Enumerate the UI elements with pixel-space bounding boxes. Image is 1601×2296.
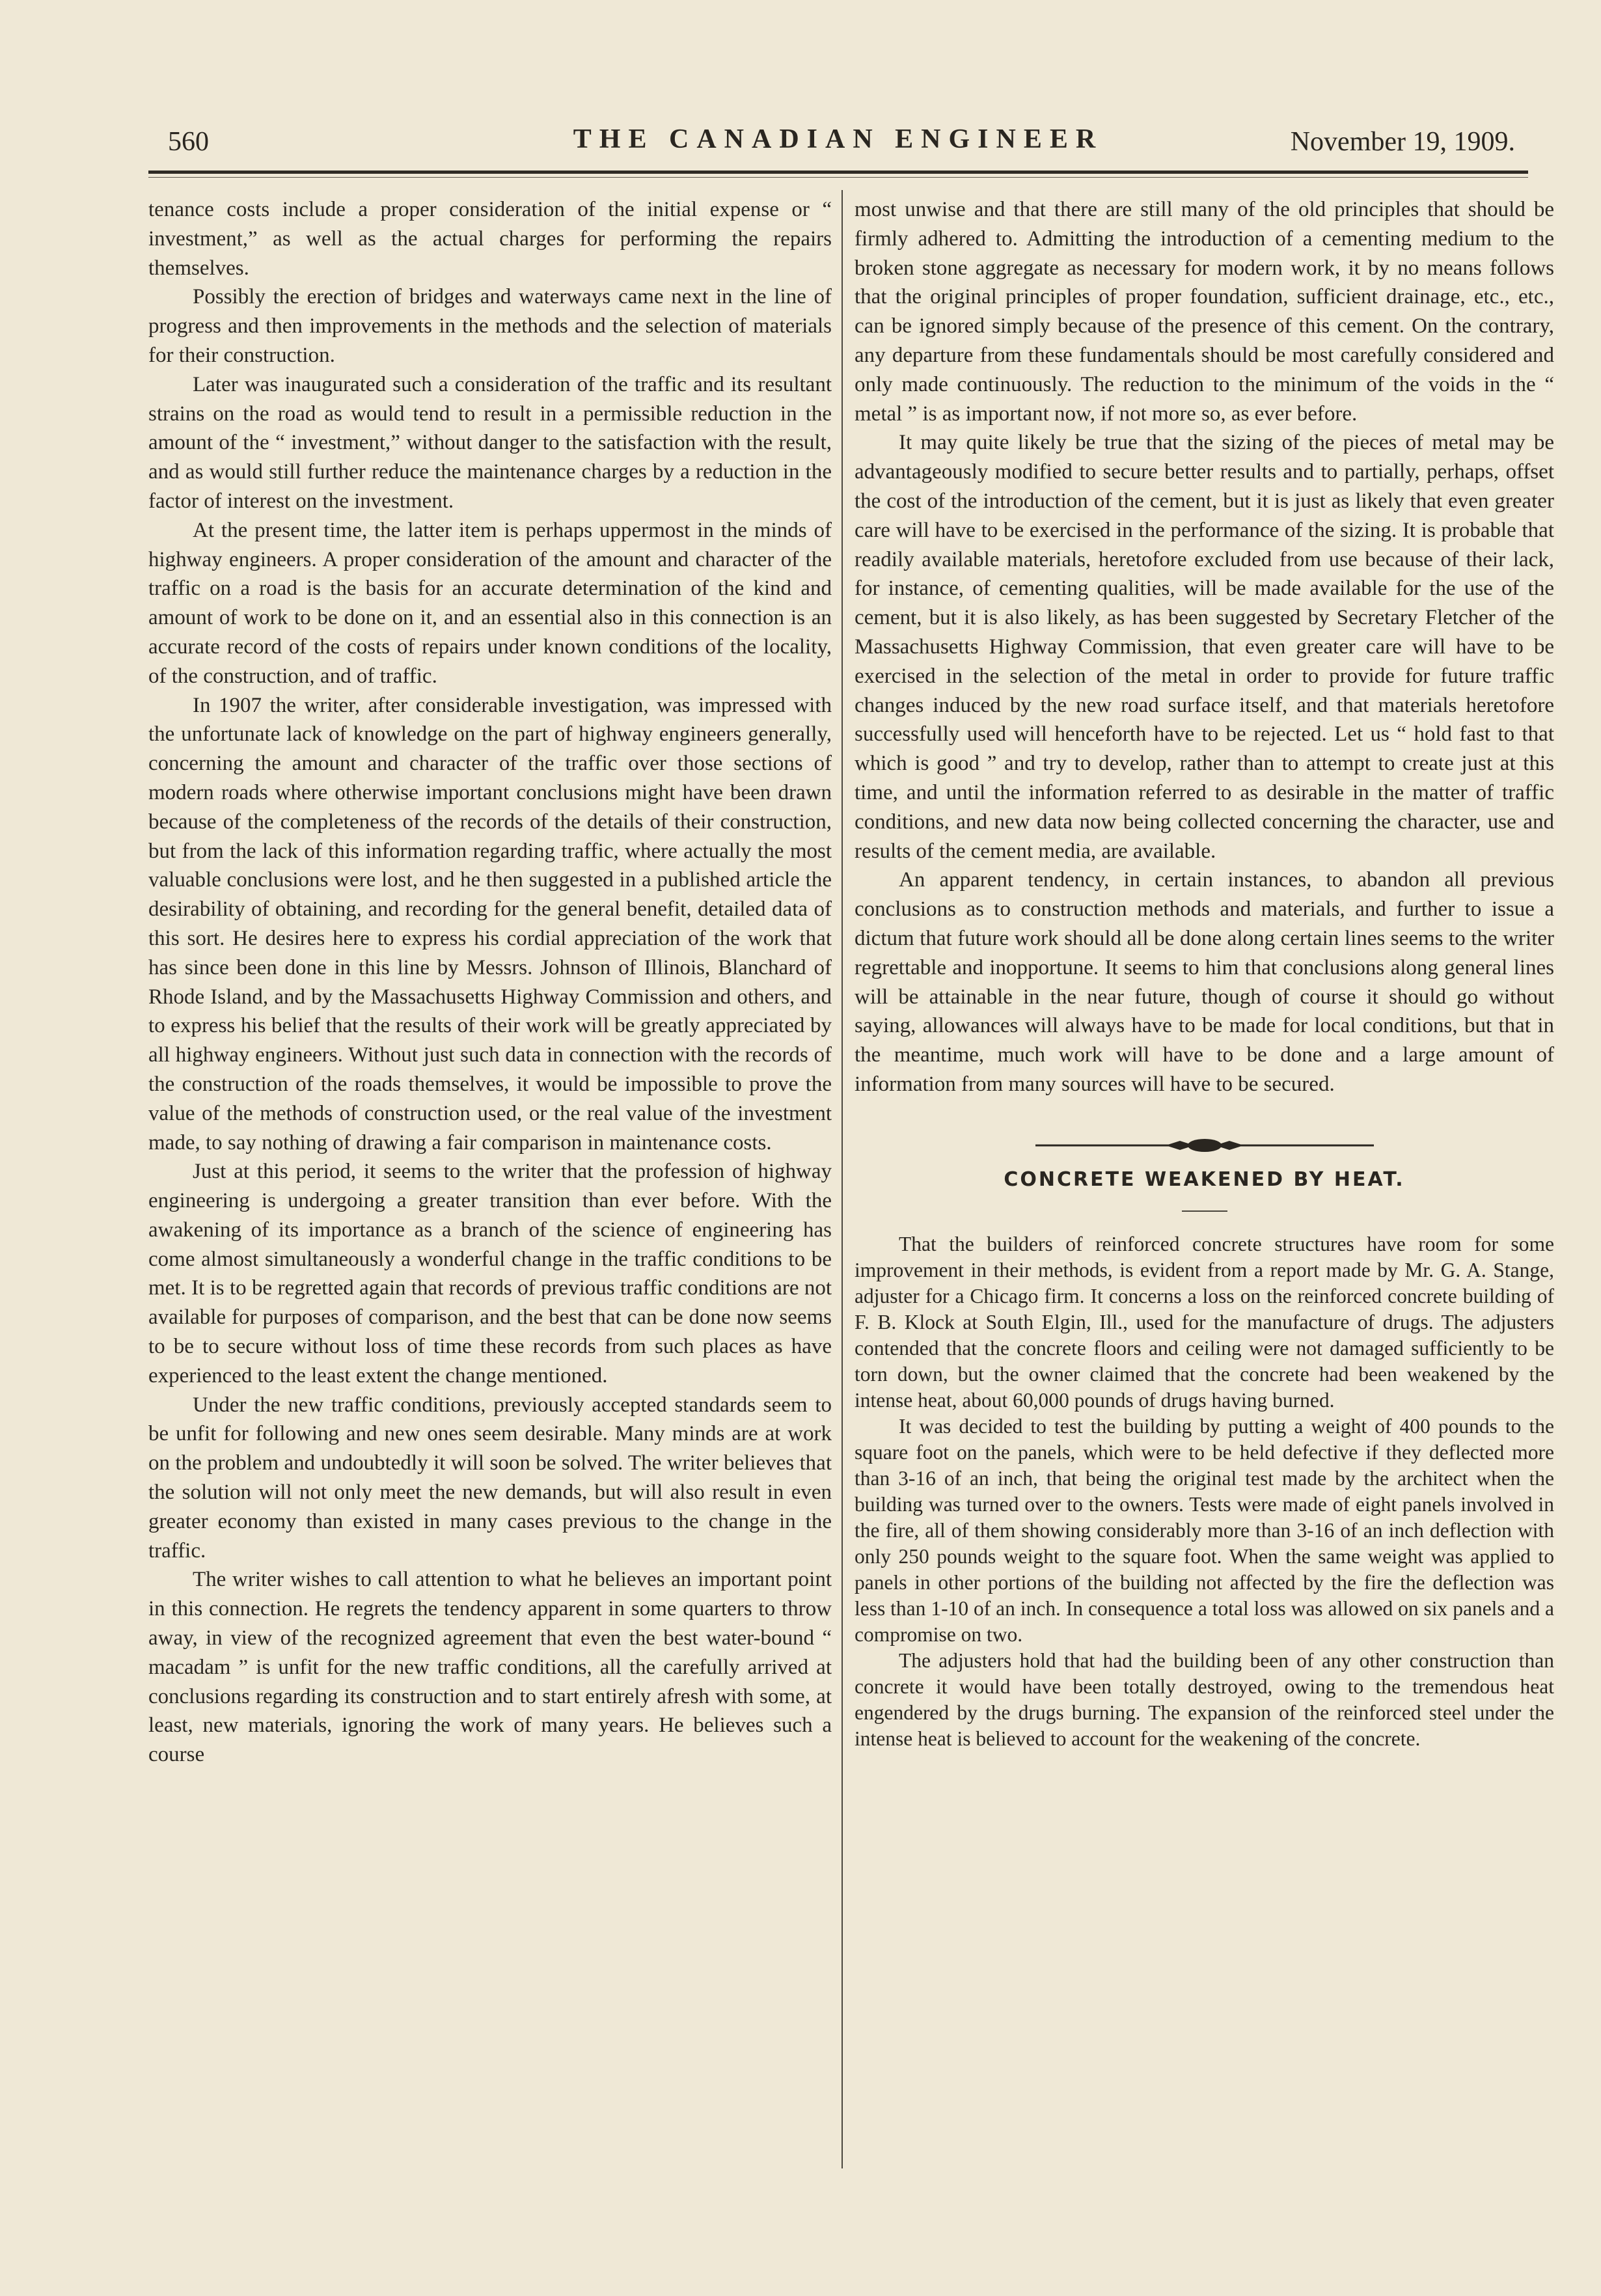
paragraph: In 1907 the writer, after considerable investigation, was impressed with the unfortunate lack of knowledge on the part of highway engineers generally, concerning the amount and character of the traffic over those sections of modern roads where otherwise important conclusions might have been drawn because of the completeness of the records of the details of their construction, but from the lack of this information regarding traffic, where actually the most valuable conclusions were lost, and he then suggested in a published article the desirability of obtaining, and recording for the general benefit, detailed data of this sort. He desires here to express his cordial appreciation of the work that has since been done in this line by Messrs. Johnson of Illinois, Blanchard of Rhode Island, and by the Massachusetts Highway Commission and others, and to express his belief that the results of their work will be greatly appreciated by all highway engineers. Without just such data in connection with the records of the construction of the roads themselves, it would be impossible to prove the value of the methods of construction used, or the real value of the investment made, to say nothing of drawing a fair comparison in maintenance costs. [148,693,832,1155]
paragraph: An apparent tendency, in certain instances, to abandon all previous conclusions as to construction methods and materials, and further to issue a dictum that future work should all be done along certain lines seems to the writer regrettable and inopportune. It seems to him that conclusions along general lines will be attainable in the near future, though of course it should go without saying, allowances will always have to be made for local conditions, but that in the meantime, much work will have to be done and a large amount of information from many sources will have to be secured. [855,868,1554,1096]
right-column [855,195,1554,1752]
paragraph: The writer wishes to call attention to what he believes an important point in this connection. He regrets the tendency apparent in some quarters to throw away, in view of the recognized agreement that even the best water-bound “ macadam ” is unfit for the new traffic conditions, all the carefully arrived at conclusions regarding its construction and to start entirely afresh with some, at least, new materials, ignoring the work of many years. He believes such a course [148,1568,832,1767]
paragraph: tenance costs include a proper consideration of the initial expense or “ investment,” as well as the actual charges for performing the repairs themselves. [148,198,832,280]
paragraph: Possibly the erection of bridges and waterways came next in the line of progress and then improvements in the methods and the selection of materials for their construction. [148,285,832,367]
paragraph: Just at this period, it seems to the writer that the profession of highway engineering is undergoing a greater transition than ever before. With the awakening of its importance as a branch of the science of engineering has come almost simultaneously a wonderful change in the traffic conditions to be met. It is to be regretted again that records of previous traffic conditions are not available for purposes of comparison, and the best that can be done now seems to be to secure without loss of time these records from such places as have experienced to the least extent the change mentioned. [148,1160,832,1387]
left-column [148,195,832,1770]
journal-title: THE CANADIAN ENGINEER [573,124,1104,154]
paragraph: most unwise and that there are still many of the old principles that should be firmly adhered to. Admitting the introduction of a cementing medium to the broken stone aggregate as necessary for modern work, it by no means follows that the original principles of proper foundation, sufficient drainage, etc., etc., can be ignored simply because of the presence of this cement. On the contrary, any departure from these fundamentals should be most carefully considered and only made continuously. The reduction to the minimum of the voids in the “ metal ” is as important now, if not more so, as ever before. [855,198,1554,426]
paragraph: It may quite likely be true that the sizing of the pieces of metal may be advantageously modified to secure better results and to partially, perhaps, offset the cost of the introduction of the cement, but it is just as likely that even greater care will have to be exercised in the performance of the sizing. It is probable that readily available materials, heretofore excluded from use because of their lack, for instance, of cementing qualities, will be made available for the use of the cement, but it is also likely, as has been suggested by Secretary Fletcher of the Massachusetts Highway Commission, that even greater care will have to be exercised in the selection of the metal in order to provide for future traffic changes induced by the new road surface itself, and that materials heretofore successfully used will henceforth have to be rejected. Let us “ hold fast to that which is good ” and try to develop, rather than to attempt to create just at this time, and until the information referred to as desirable in the matter of traffic conditions, and new data now being collected concerning the character, use and results of the cement media, are available. [855,431,1554,863]
paragraph: That the builders of reinforced concrete structures have room for some improvement in their methods, is evident from a report made by Mr. G. A. Stange, adjuster for a Chicago firm. It concerns a loss on the reinforced concrete building of F. B. Klock at South Elgin, Ill., used for the manufacture of drugs. The adjusters contended that the concrete floors and ceiling were not damaged sufficiently to be torn down, but the owner claimed that the concrete had been weakened by the intense heat, about 60,000 pounds of drugs having burned. [855,1232,1554,1412]
article-body [855,1231,1554,1752]
issue-date: November 19, 1909. [1290,127,1515,157]
section-ornament [1035,1136,1374,1155]
column-divider [842,190,843,2168]
page-header [148,121,1528,160]
paragraph: It was decided to test the building by putting a weight of 400 pounds to the square foot on the panels, which were to be held defective if they deflected more than 3-16 of an inch, that being the original test made by the architect when the building was turned over to the owners. Tests were made of eight panels involved in the fire, all of them showing considerably more than 3-16 of an inch deflection with only 250 pounds weight to the square foot. When the same weight was applied to panels in other portions of the building not affected by the fire the deflection was less than 1-10 of an inch. In consequence a total loss was allowed on six panels and a compromise on two. [855,1414,1554,1646]
paragraph: Later was inaugurated such a consideration of the traffic and its resultant strains on the road as would tend to result in a permissible reduction in the amount of the “ investment,” without danger to the satisfaction with the result, and as would still further reduce the maintenance charges by a reduction in the factor of interest on the investment. [148,372,832,513]
paragraph: At the present time, the latter item is perhaps uppermost in the minds of highway engineers. A proper consideration of the amount and character of the traffic on a road is the basis for an accurate determination of the kind and amount of work to be done on it, and an essential also in this connection is an accurate record of the costs of repairs under known conditions of the locality, of the construction, and of traffic. [148,518,832,688]
article-title: CONCRETE WEAKENED BY HEAT. [1004,1168,1405,1191]
header-rule [148,171,1528,174]
header-rule-thin [148,177,1528,178]
paragraph: The adjusters hold that had the building been of any other construction than concrete it would have been totally destroyed, owing to the tremendous heat engendered by the drugs burning. The expansion of the reinforced steel under the intense heat is believed to account for the weakening of the concrete. [855,1648,1554,1750]
title-rule [1182,1210,1227,1212]
paragraph: Under the new traffic conditions, previously accepted standards seem to be unfit for following and new ones seem desirable. Many minds are at work on the problem and undoubtedly it will soon be solved. The writer believes that the solution will not only meet the new demands, but will also result in even greater economy than existed in many cases previous to the change in the traffic. [148,1393,832,1563]
page-number: 560 [168,127,209,157]
